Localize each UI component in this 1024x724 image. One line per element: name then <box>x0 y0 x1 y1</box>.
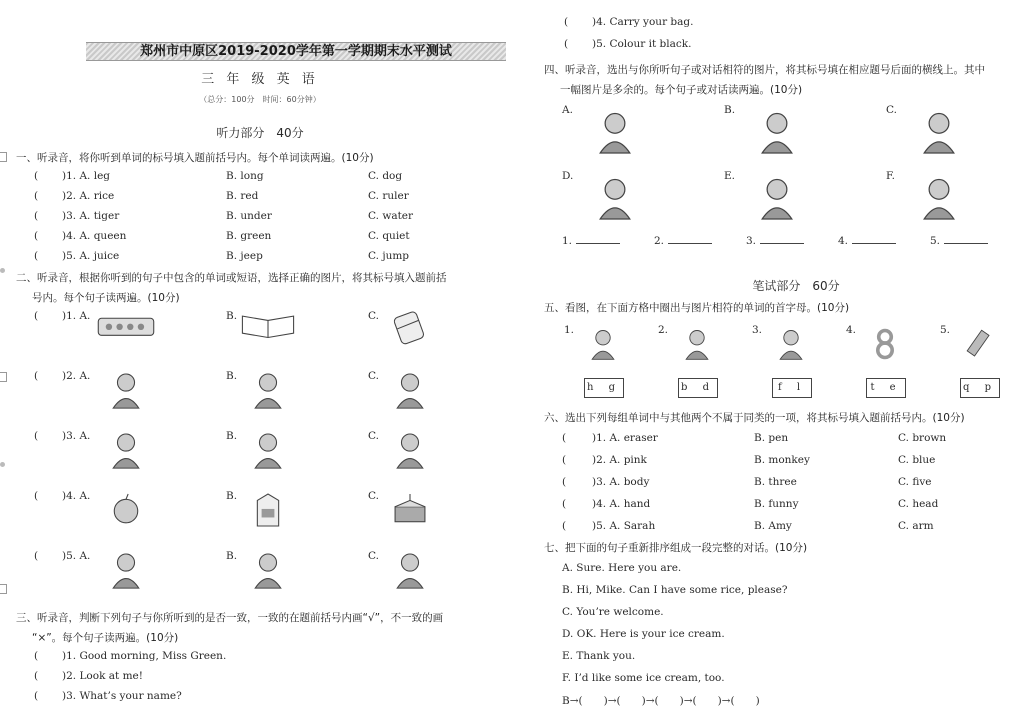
option-b: B. monkey <box>754 454 810 466</box>
binding-hole <box>0 268 5 273</box>
option-a: )2. A. rice <box>62 190 115 202</box>
paren-blank[interactable]: ( <box>562 520 567 532</box>
kitchen-scene-icon <box>902 106 976 158</box>
answer-slot[interactable] <box>838 234 896 247</box>
judge-sentence: )3. What’s your name? <box>62 690 182 702</box>
option-a: )5. A. Sarah <box>592 520 656 532</box>
answer-blank[interactable] <box>760 234 804 244</box>
option-b: B. <box>226 430 238 442</box>
option-c: C. ruler <box>368 190 409 202</box>
option-c: C. <box>368 550 379 562</box>
section-4-title: 四、听录音，选出与你所听句子或对话相符的图片，将其标号填在相应题号后面的横线上。其中 <box>544 64 985 76</box>
option-c: C. <box>368 490 379 502</box>
kids-talking-icon <box>578 172 652 224</box>
dialogue-sentence: D. OK. Here is your ice cream. <box>562 628 725 640</box>
listening-part-title: 听力部分 40分 <box>216 126 304 140</box>
paren-blank[interactable]: ( <box>34 370 39 382</box>
answer-number: 5. <box>930 235 941 247</box>
option-a: )3. A. body <box>592 476 650 488</box>
answer-slot[interactable] <box>654 234 712 247</box>
section-7-title: 七、把下面的句子重新排序组成一段完整的对话。(10分) <box>544 542 808 554</box>
classroom-scene-icon <box>902 172 976 224</box>
eraser-icon <box>378 306 442 354</box>
option-c: C. <box>368 430 379 442</box>
option-b: B. jeep <box>226 250 263 262</box>
paren-blank[interactable]: ( <box>34 430 39 442</box>
bear-head-icon <box>576 322 630 366</box>
option-c: C. blue <box>898 454 936 466</box>
option-a: )2. A. <box>62 370 91 382</box>
section-1-title: 一、听录音，将你听到单词的标号填入题前括号内。每个单词读两遍。(10分) <box>16 152 374 164</box>
binding-mark <box>0 152 7 162</box>
option-b: B. funny <box>754 498 799 510</box>
section-4-title-cont: 一幅图片是多余的。每个句子或对话读两遍。(10分) <box>560 84 803 96</box>
answer-number: 3. <box>746 235 757 247</box>
judge-sentence: )1. Good morning, Miss Green. <box>62 650 227 662</box>
picture-number: 3. <box>752 324 763 336</box>
paren-blank[interactable]: ( <box>562 498 567 510</box>
option-c: C. arm <box>898 520 934 532</box>
option-c: C. dog <box>368 170 403 182</box>
option-a: )3. A. <box>62 430 91 442</box>
exam-meta: （总分：100分 时间：60分钟） <box>199 95 321 104</box>
paren-blank[interactable]: ( <box>34 210 39 222</box>
bird-icon <box>670 322 724 366</box>
picture-number: 1. <box>564 324 575 336</box>
picture-number: 5. <box>940 324 951 336</box>
option-b: B. under <box>226 210 272 222</box>
dialogue-sentence: F. I’d like some ice cream, too. <box>562 672 725 684</box>
paren-blank[interactable]: ( <box>34 170 39 182</box>
section-3-title: 三、听录音，判断下列句子与你所听到的是否一致，一致的在题前括号内画“√”，不一致的画 <box>16 612 444 624</box>
paren-blank[interactable]: ( <box>34 670 39 682</box>
pencil-case-icon <box>94 306 158 354</box>
answer-blank[interactable] <box>852 234 896 244</box>
option-c: C. jump <box>368 250 410 262</box>
option-c: C. <box>368 310 379 322</box>
cake-icon <box>378 486 442 534</box>
answer-number: 4. <box>838 235 849 247</box>
number-eight-icon <box>858 322 912 366</box>
bear-icon <box>94 426 158 474</box>
option-a: )5. A. juice <box>62 250 120 262</box>
paren-blank[interactable]: ( <box>34 230 39 242</box>
judge-sentence: )2. Look at me! <box>62 670 143 682</box>
answer-number: 2. <box>654 235 665 247</box>
binding-hole <box>0 462 5 467</box>
letter-choice-box[interactable]: h g <box>584 378 624 398</box>
judge-sentence: )5. Colour it black. <box>592 38 692 50</box>
binding-mark <box>0 584 7 594</box>
paren-blank[interactable]: ( <box>562 454 567 466</box>
paren-blank[interactable]: ( <box>564 16 569 28</box>
picture-label: C. <box>886 104 897 116</box>
answer-number: 1. <box>562 235 573 247</box>
boys-greeting-icon <box>740 106 814 158</box>
option-b: B. <box>226 550 238 562</box>
option-a: )5. A. <box>62 550 91 562</box>
picture-label: A. <box>562 104 573 116</box>
picture-label: D. <box>562 170 574 182</box>
option-b: B. red <box>226 190 259 202</box>
paren-blank[interactable]: ( <box>34 650 39 662</box>
exam-title: 郑州市中原区2019-2020学年第一学期期末水平测试 <box>86 42 506 61</box>
paren-blank[interactable]: ( <box>34 310 39 322</box>
option-c: C. quiet <box>368 230 410 242</box>
option-b: B. green <box>226 230 272 242</box>
dialogue-sentence: A. Sure. Here you are. <box>562 562 682 574</box>
option-c: C. water <box>368 210 414 222</box>
exam-grade: 三 年 级 英 语 <box>201 72 319 87</box>
letter-choice-box[interactable]: b d <box>678 378 718 398</box>
apple-icon <box>94 486 158 534</box>
judge-sentence: )4. Carry your bag. <box>592 16 694 28</box>
boy-face-icon <box>236 366 300 414</box>
option-c: C. brown <box>898 432 947 444</box>
pencil-icon <box>952 322 1006 366</box>
rabbit-icon <box>236 426 300 474</box>
boy-pointing-icon <box>236 546 300 594</box>
paren-blank[interactable]: ( <box>34 250 39 262</box>
milk-carton-icon <box>236 486 300 534</box>
girl-face-icon <box>94 366 158 414</box>
answer-slot[interactable] <box>930 234 988 247</box>
squirrel-icon <box>378 426 442 474</box>
option-b: B. long <box>226 170 264 182</box>
letter-choice-box[interactable]: f l <box>772 378 812 398</box>
dialogue-sentence: B. Hi, Mike. Can I have some rice, please? <box>562 584 788 596</box>
section-3-title-cont: “×”。每个句子读两遍。(10分) <box>32 632 179 644</box>
paren-blank[interactable]: ( <box>562 432 567 444</box>
option-a: )1. A. <box>62 310 91 322</box>
paren-blank[interactable]: ( <box>34 490 39 502</box>
option-a: )3. A. tiger <box>62 210 120 222</box>
option-a: )4. A. <box>62 490 91 502</box>
girl-listening-icon <box>378 546 442 594</box>
paren-blank[interactable]: ( <box>564 38 569 50</box>
paren-blank[interactable]: ( <box>34 690 39 702</box>
picture-label: E. <box>724 170 736 182</box>
picture-label: F. <box>886 170 895 182</box>
girl-pointing-icon <box>94 546 158 594</box>
paren-blank[interactable]: ( <box>562 476 567 488</box>
section-5-title: 五、看图，在下面方格中圈出与图片相符的单词的首字母。(10分) <box>544 302 850 314</box>
option-a: )1. A. leg <box>62 170 111 182</box>
option-a: )4. A. hand <box>592 498 651 510</box>
option-b: B. Amy <box>754 520 792 532</box>
option-b: B. <box>226 370 238 382</box>
paren-blank[interactable]: ( <box>34 190 39 202</box>
letter-choice-box[interactable]: t e <box>866 378 906 398</box>
option-b: B. <box>226 490 238 502</box>
boy-waving-icon <box>378 366 442 414</box>
picture-label: B. <box>724 104 736 116</box>
picture-number: 4. <box>846 324 857 336</box>
fish-plate-icon <box>764 322 818 366</box>
option-c: C. <box>368 370 379 382</box>
binding-mark <box>0 372 7 382</box>
section-2-title-cont: 号内。每个句子读两遍。(10分) <box>32 292 180 304</box>
answer-slot[interactable] <box>562 234 620 247</box>
dialogue-sentence: C. You’re welcome. <box>562 606 664 618</box>
answer-blank[interactable] <box>576 234 620 244</box>
option-b: B. pen <box>754 432 789 444</box>
answer-blank[interactable] <box>944 234 988 244</box>
letter-choice-box[interactable]: q p <box>960 378 1000 398</box>
option-a: )4. A. queen <box>62 230 127 242</box>
option-c: C. head <box>898 498 939 510</box>
section-6-title: 六、选出下列每组单词中与其他两个不属于同类的一项，将其标号填入题前括号内。(10分) <box>544 412 965 424</box>
option-b: B. three <box>754 476 797 488</box>
picture-number: 2. <box>658 324 669 336</box>
dialogue-sentence: E. Thank you. <box>562 650 636 662</box>
option-a: )2. A. pink <box>592 454 647 466</box>
section-2-title: 二、听录音，根据你听到的句子中包含的单词或短语，选择正确的图片，将其标号填入题前括 <box>16 272 447 284</box>
answer-blank[interactable] <box>668 234 712 244</box>
group-dancing-icon <box>740 172 814 224</box>
writing-part-title: 笔试部分 60分 <box>752 279 840 293</box>
option-a: )1. A. eraser <box>592 432 658 444</box>
answer-slot[interactable] <box>746 234 804 247</box>
toys-scene-icon <box>578 106 652 158</box>
option-c: C. five <box>898 476 932 488</box>
order-answer-sequence: B→( )→( )→( )→( )→( ) <box>562 695 760 707</box>
right-page <box>536 0 1024 724</box>
paren-blank[interactable]: ( <box>34 550 39 562</box>
book-icon <box>236 306 300 354</box>
option-b: B. <box>226 310 238 322</box>
